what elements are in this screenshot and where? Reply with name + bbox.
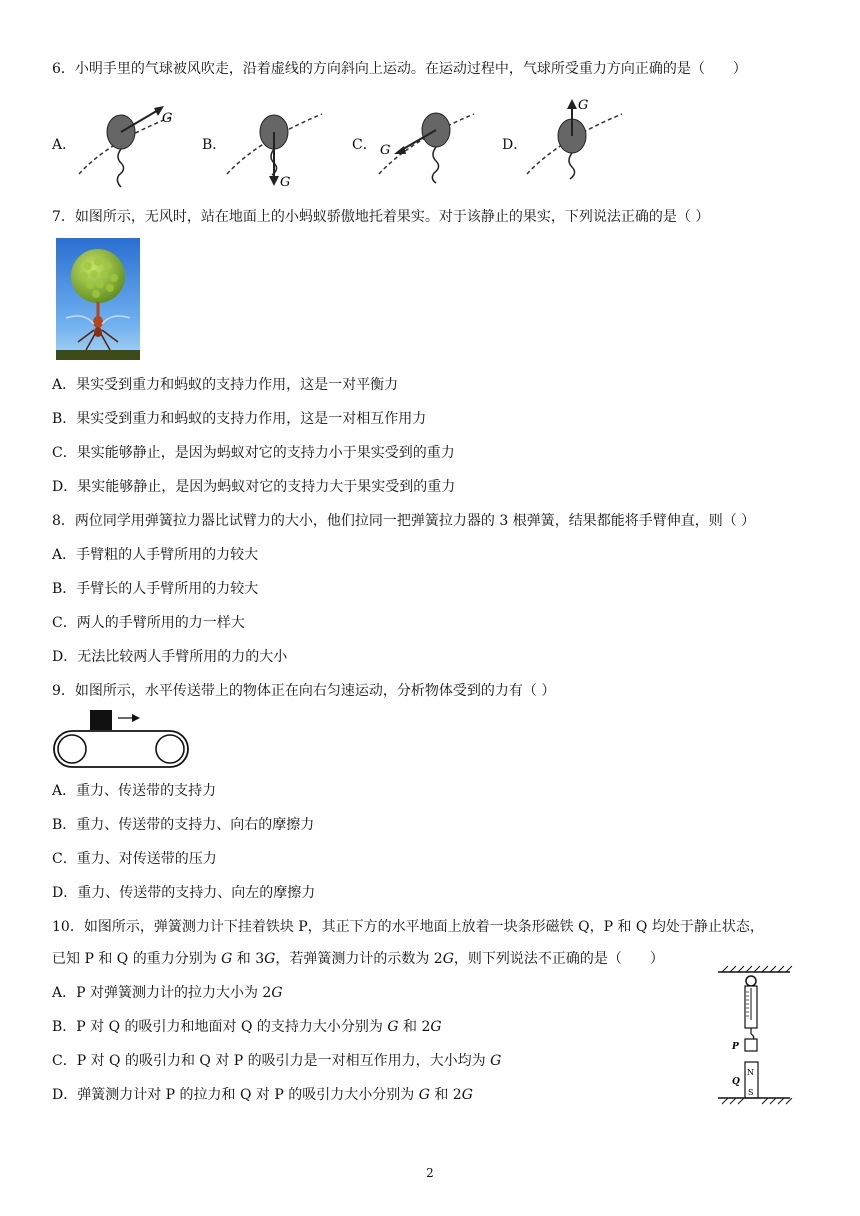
q9-block (90, 710, 112, 730)
q6-force-label: G (280, 175, 291, 188)
q9-option-c: C．重力、对传送带的压力 (52, 851, 217, 867)
q9-option-a: A．重力、传送带的支持力 (52, 783, 217, 799)
q9-stem: 9．如图所示，水平传送带上的物体正在向右匀速运动，分析物体受到的力有（ ） (52, 683, 556, 699)
q10-option-d: D．弹簧测力计对 P 的拉力和 Q 对 P 的吸引力大小分别为 G 和 2G (52, 1087, 473, 1103)
q7-option-a: A．果实受到重力和蚂蚁的支持力作用，这是一对平衡力 (52, 377, 399, 393)
q6-figure-d (522, 96, 632, 192)
q10-stem-line2: 已知 P 和 Q 的重力分别为 G 和 3G，若弹簧测力计的示数为 2G，则下列说法不正确的是（ ） (52, 951, 664, 967)
q6-option-a-label: A． (52, 137, 77, 153)
q10-option-b: B．P 对 Q 的吸引力和地面对 Q 的支持力大小分别为 G 和 2G (52, 1019, 442, 1035)
q10-label-n: N (747, 1068, 754, 1077)
q6-figure-c (374, 96, 484, 188)
q8-stem: 8．两位同学用弹簧拉力器比试臂力的大小，他们拉同一把弹簧拉力器的 3 根弹簧，结果都能将手臂伸直，则（ ） (52, 513, 756, 529)
q8-option-c: C．两人的手臂所用的力一样大 (52, 615, 245, 631)
q7-option-b: B．果实受到重力和蚂蚁的支持力作用，这是一对相互作用力 (52, 411, 427, 427)
q7-ant-fruit-photo (56, 238, 140, 360)
q10-label-q: Q (732, 1077, 740, 1087)
q6-force-label: G (578, 98, 589, 113)
q7-stem: 7．如图所示，无风时，站在地面上的小蚂蚁骄傲地托着果实。对于该静止的果实，下列说法正确的是（ ） (52, 209, 710, 225)
q7-option-d: D．果实能够静止，是因为蚂蚁对它的支持力大于果实受到的重力 (52, 479, 456, 495)
q10-stem-line1: 10．如图所示，弹簧测力计下挂着铁块 P，其正下方的水平地面上放着一块条形磁铁 Q，P 和 Q 均处于静止状态， (52, 919, 764, 935)
q6-figure-a (74, 96, 184, 188)
q6-force-label: G (162, 111, 173, 126)
q6-option-c-label: C． (352, 137, 377, 153)
q6-option-d-label: D． (502, 137, 528, 153)
page-number: 2 (426, 1166, 434, 1180)
q10-label-s: S (748, 1088, 754, 1097)
q10-label-p: P (732, 1042, 739, 1052)
q10-option-a: A．P 对弹簧测力计的拉力大小为 2G (52, 985, 283, 1001)
q8-option-a: A．手臂粗的人手臂所用的力较大 (52, 547, 259, 563)
q9-option-d: D．重力、传送带的支持力、向左的摩擦力 (52, 885, 316, 901)
q8-option-b: B．手臂长的人手臂所用的力较大 (52, 581, 259, 597)
q10-spring-scale-magnet-figure (712, 964, 796, 1108)
q6-force-label: G (380, 143, 391, 158)
q10-option-c: C．P 对 Q 的吸引力和 Q 对 P 的吸引力是一对相互作用力，大小均为 G (52, 1053, 502, 1069)
q6-option-b-label: B． (202, 137, 227, 153)
q7-option-c: C．果实能够静止，是因为蚂蚁对它的支持力小于果实受到的重力 (52, 445, 455, 461)
q6-stem: 6．小明手里的气球被风吹走，沿着虚线的方向斜向上运动。在运动过程中，气球所受重力方向正确的是（ ） (52, 61, 747, 77)
q6-figure-b (222, 96, 332, 188)
q9-option-b: B．重力、传送带的支持力、向右的摩擦力 (52, 817, 315, 833)
q8-option-d: D．无法比较两人手臂所用的力的大小 (52, 649, 288, 665)
q9-conveyor-figure (52, 708, 194, 770)
q10-block-p (745, 1039, 757, 1051)
